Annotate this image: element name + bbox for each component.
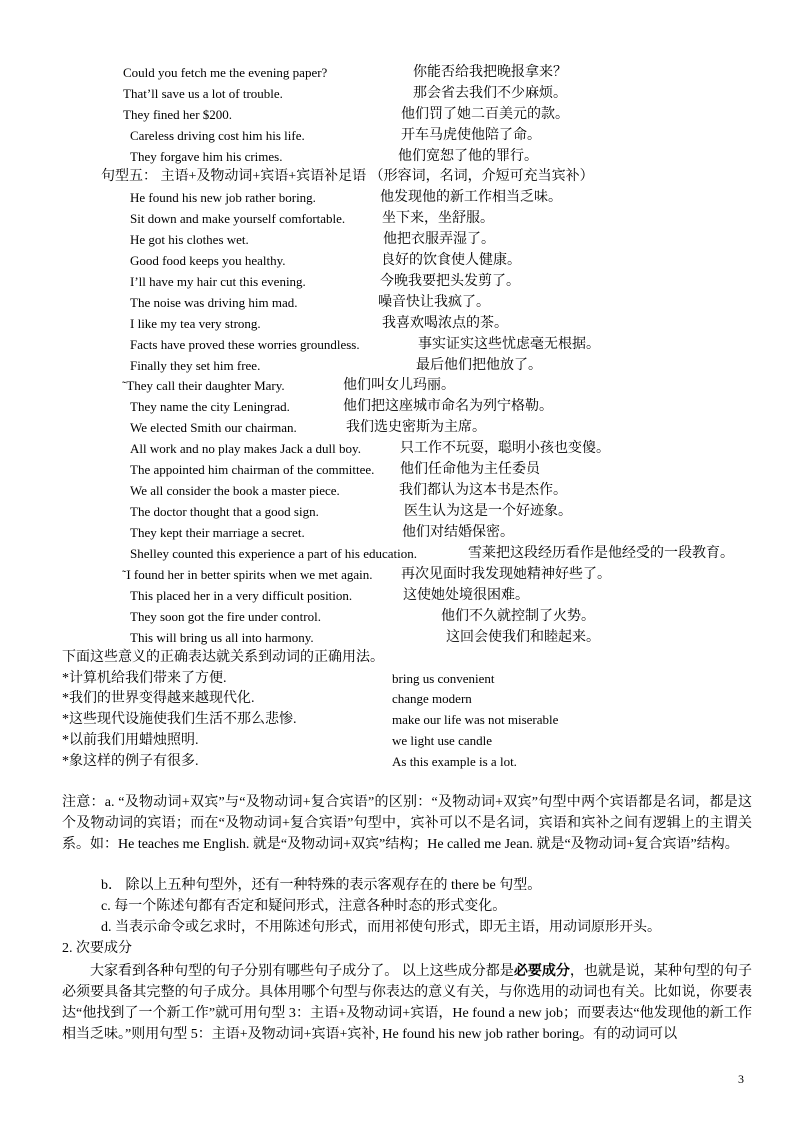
example-en: We elected Smith our chairman. [130, 420, 297, 435]
note-b: b． 除以上五种句型外，还有一种特殊的表示客观存在的 there be 句型。 [101, 878, 542, 893]
example-zh: 今晚我要把头发剪了。 [380, 274, 520, 289]
example-zh: 我们选史密斯为主席。 [346, 420, 486, 435]
example-en: This will bring us all into harmony. [130, 630, 314, 645]
example-zh: 只工作不玩耍，聪明小孩也变傻。 [400, 441, 610, 456]
example-en: Careless driving cost him his life. [130, 128, 305, 143]
example-zh: 他们对结婚保密。 [402, 525, 514, 540]
example-en: They name the city Leningrad. [130, 399, 290, 414]
wrong-example-zh: *计算机给我们带来了方便. [62, 671, 227, 686]
wrong-example-zh: *以前我们用蜡烛照明. [62, 733, 199, 748]
example-zh: 他们罚了她二百美元的款。 [401, 107, 569, 122]
example-en: I’ll have my hair cut this evening. [130, 274, 306, 289]
example-en: He got his clothes wet. [130, 232, 249, 247]
example-zh: 那会省去我们不少麻烦。 [413, 86, 567, 101]
example-zh: 事实证实这些忧虑毫无根据。 [418, 337, 600, 352]
example-zh: 他发现他的新工作相当乏味。 [380, 190, 562, 205]
example-en: This placed her in a very difficult position. [130, 588, 353, 603]
example-zh: 这回会使我们和睦起来。 [446, 630, 600, 645]
example-en: Finally they set him free. [130, 358, 261, 373]
section2-text-part2: ，也就是说，某种句型的句子必须要具备其完整的句子成分。具体用哪个句型与你表达的意义有关，与你选用的动词也有关。比如说，你要表达“他找到了一个新工作”就可用句型 3：主语+及物动词+宾语，He found a new job；而要表达“他发现他的新工作相当乏味。”则用句型 5：主语+及物动词+宾语+宾补, He found his new job rather boring。有的动词可以 [62, 964, 753, 1042]
pattern5-heading: 句型五： 主语+及物动词+宾语+宾语补足语 （形容词，名词，介短可充当宾补） [101, 169, 594, 184]
example-en: They forgave him his crimes. [130, 149, 283, 164]
example-zh: 他们宽恕了他的罪行。 [398, 149, 538, 164]
example-zh: 你能否给我把晚报拿来？ [413, 65, 567, 80]
section2-bold-term: 必要成分 [513, 964, 570, 979]
example-zh: 这使她处境很困难。 [403, 588, 529, 603]
example-en: The appointed him chairman of the committee. [130, 462, 375, 477]
wrong-example-zh: *我们的世界变得越来越现代化. [62, 691, 255, 706]
example-zh: 噪音快让我疯了。 [378, 295, 490, 310]
section2-paragraph [62, 961, 752, 1045]
example-en: They fined her $200. [123, 107, 233, 122]
example-zh: 再次见面时我发现她精神好些了。 [401, 567, 611, 582]
example-en: All work and no play makes Jack a dull boy. [130, 441, 361, 456]
example-en: Facts have proved these worries groundless. [130, 337, 360, 352]
note-c: c. 每一个陈述句都有否定和疑问形式，注意各种时态的形式变化。 [101, 899, 507, 914]
example-zh: 他们叫女儿玛丽。 [343, 378, 455, 393]
example-en: I like my tea very strong. [130, 316, 261, 331]
wrong-example-en: change modern [392, 691, 472, 706]
example-zh: 他们任命他为主任委员 [400, 462, 540, 477]
wrong-example-en: we light use candle [392, 733, 492, 748]
example-zh: 坐下来，坐舒服。 [382, 211, 494, 226]
wrong-example-zh: *象这样的例子有很多. [62, 754, 199, 769]
wrong-example-en: bring us convenient [392, 671, 495, 686]
example-en: Good food keeps you healthy. [130, 253, 286, 268]
example-zh: 他把衣服弄湿了。 [383, 232, 495, 247]
example-zh: 最后他们把他放了。 [416, 358, 542, 373]
example-en: They kept their marriage a secret. [130, 525, 305, 540]
note-d: d. 当表示命令或乞求时，不用陈述句形式，而用祁使句形式，即无主语，用动词原形开头。 [101, 920, 661, 935]
example-en: They soon got the fire under control. [130, 609, 321, 624]
example-zh: 他们不久就控制了火势。 [441, 609, 595, 624]
example-en: The noise was driving him mad. [130, 295, 298, 310]
example-en: Shelley counted this experience a part of his education. [130, 546, 417, 561]
wrong-example-en: make our life was not miserable [392, 712, 559, 727]
example-zh: 我们都认为这本书是杰作。 [399, 483, 567, 498]
correct-usage-intro: 下面这些意义的正确表达就关系到动词的正确用法。 [62, 650, 384, 665]
example-en: Sit down and make yourself comfortable. [130, 211, 346, 226]
example-en: He found his new job rather boring. [130, 190, 316, 205]
example-zh: 雪莱把这段经历看作是他经受的一段教育。 [468, 546, 734, 561]
example-zh: 他们把这座城市命名为列宁格勒。 [343, 399, 553, 414]
example-zh: 开车马虎使他陪了命。 [401, 128, 541, 143]
example-zh: 良好的饮食使人健康。 [381, 253, 521, 268]
example-en: ˜They call their daughter Mary. [122, 378, 285, 393]
example-en: Could you fetch me the evening paper? [123, 65, 328, 80]
section2-text-part1: 大家看到各种句型的句子分别有哪些句子成分了。 以上这些成分都是 [90, 964, 514, 979]
wrong-example-en: As this example is a lot. [392, 754, 517, 769]
example-zh: 医生认为这是一个好迹象。 [404, 504, 572, 519]
example-zh: 我喜欢喝浓点的茶。 [382, 316, 508, 331]
example-en: ˜I found her in better spirits when we met again. [122, 567, 373, 582]
note-a: 注意：a. “及物动词+双宾”与“及物动词+复合宾语”的区别：“及物动词+双宾”句型中两个宾语都是名词，都是这个及物动词的宾语；而在“及物动词+复合宾语”句型中，宾补可以不是名词，宾语和宾补之间有逻辑上的主谓关系。如：He teaches me English. 就是“及物动词+双宾”结构；He called me Jean. 就是“及物动词+复合宾语”结构。 [62, 795, 752, 852]
example-en: We all consider the book a master piece. [130, 483, 340, 498]
wrong-example-zh: *这些现代设施使我们生活不那么悲惨. [62, 712, 297, 727]
example-en: That’ll save us a lot of trouble. [123, 86, 283, 101]
section2-title: 2. 次要成分 [62, 941, 132, 956]
page-number: 3 [738, 1072, 744, 1086]
example-en: The doctor thought that a good sign. [130, 504, 319, 519]
